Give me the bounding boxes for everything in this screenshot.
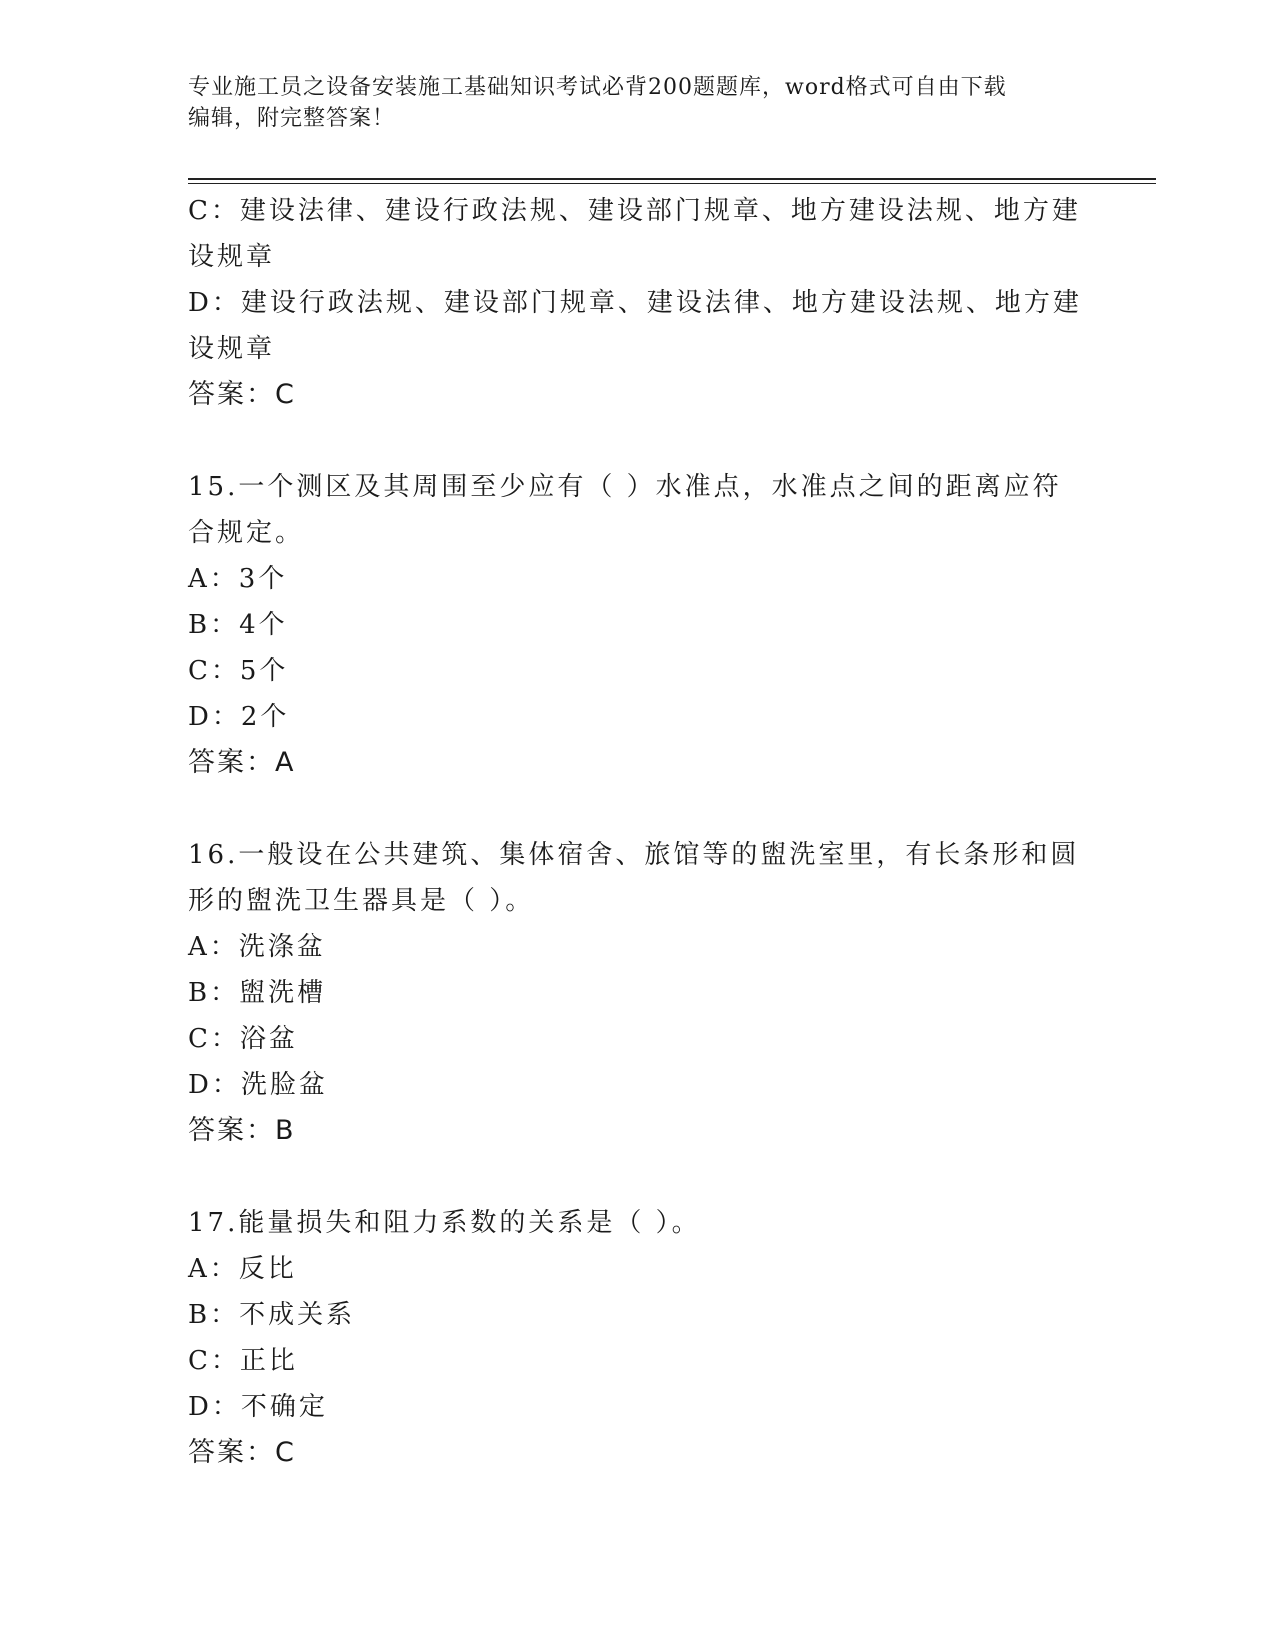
header-rule-thin [188,183,1156,184]
option-c: C：正比 [188,1346,298,1376]
spacer [188,1154,1088,1200]
spacer [188,418,1088,464]
answer-16: 答案：B [188,1115,296,1146]
question-stem-line-1: 17.能量损失和阻力系数的关系是（ ）。 [188,1208,701,1238]
option-d-line-1: D：建设行政法规、建设部门规章、建设法律、地方建设法规、地方建 [188,288,1082,318]
option-c-line-2: 设规章 [188,242,276,272]
option-d: D：洗脸盆 [188,1070,328,1100]
document-body [188,188,1088,1476]
question-stem-line-2: 形的盥洗卫生器具是（ ）。 [188,886,535,916]
header-line-1: 专业施工员之设备安装施工基础知识考试必背200题题库，word格式可自由下载 [188,75,1007,100]
question-15 [188,464,1088,786]
option-c-line-1: C：建设法律、建设行政法规、建设部门规章、地方建设法规、地方建 [188,196,1081,226]
option-b: B：不成关系 [188,1300,356,1330]
header-rule-thick [188,178,1156,180]
option-d-line-2: 设规章 [188,334,276,364]
option-c: C：5个 [188,656,289,686]
question-stem-line-1: 15.一个测区及其周围至少应有（ ）水准点，水准点之间的距离应符 [188,472,1062,502]
option-a: A：反比 [188,1254,297,1284]
option-b: B：4个 [188,610,288,640]
spacer [188,786,1088,832]
answer-15: 答案：A [188,747,296,778]
option-d: D：2个 [188,702,290,732]
document-header [188,72,1088,134]
option-d: D：不确定 [188,1392,328,1422]
question-17 [188,1200,1088,1476]
header-line-2: 编辑，附完整答案！ [188,106,396,131]
option-b: B：盥洗槽 [188,978,327,1008]
answer-17: 答案：C [188,1437,296,1468]
answer-14: 答案：C [188,379,296,410]
question-stem-line-2: 合规定。 [188,518,305,548]
question-stem-line-1: 16.一般设在公共建筑、集体宿舍、旅馆等的盥洗室里，有长条形和圆 [188,840,1080,870]
option-c: C：浴盆 [188,1024,298,1054]
question-14 [188,188,1088,418]
question-16 [188,832,1088,1154]
option-a: A：3个 [188,564,288,594]
option-a: A：洗涤盆 [188,932,326,962]
